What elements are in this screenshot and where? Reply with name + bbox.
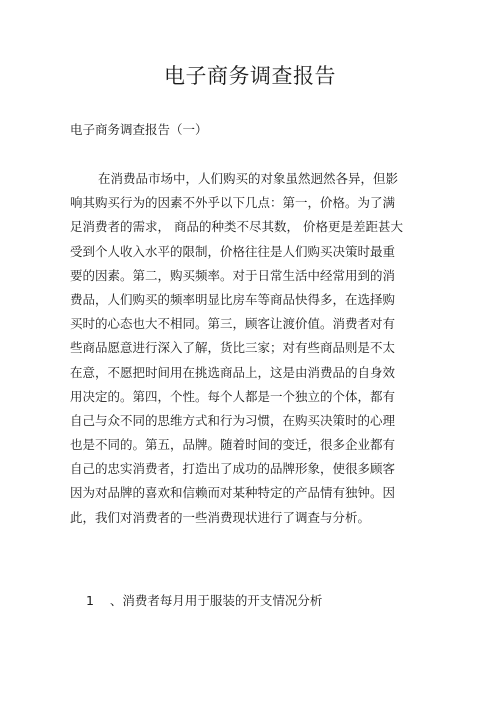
paragraph-line: 费品，人们购买的频率明显比房车等商品快得多，在选择购 — [70, 291, 396, 307]
body-paragraph — [70, 167, 410, 530]
paragraph-line: 在意，不愿把时间用在挑选商品上，这是由消费品的自身效 — [70, 364, 396, 380]
paragraph-line: 自己的忠实消费者，打造出了成功的品牌形象，使很多顾客 — [70, 461, 396, 477]
paragraph-line: 足消费者的需求， 商品的种类不尽其数， 价格更是差距甚大 — [70, 219, 403, 235]
paragraph-line: 要的因素。第二，购买频率。对于日常生活中经常用到的消 — [70, 267, 396, 283]
paragraph-line: 响其购买行为的因素不外乎以下几点：第一，价格。为了满 — [70, 195, 396, 211]
paragraph-line: 买时的心态也大不相同。第三，顾客让渡价值。消费者对有 — [70, 316, 396, 332]
paragraph-line: 也是不同的。第五，品牌。随着时间的变迁，很多企业都有 — [70, 437, 396, 453]
paragraph-line: 些商品愿意进行深入了解，货比三家；对有些商品则是不太 — [70, 340, 396, 356]
paragraph-line: 用决定的。第四，个性。每个人都是一个独立的个体，都有 — [70, 388, 396, 404]
paragraph-line: 此，我们对消费者的一些消费现状进行了调查与分析。 — [70, 509, 371, 525]
paragraph-line: 因为对品牌的喜欢和信赖而对某种特定的产品情有独钟。因 — [70, 485, 396, 501]
document-title: 电子商务调查报告 — [164, 64, 336, 88]
document-subtitle: 电子商务调查报告（一） — [70, 122, 208, 137]
paragraph-line: 受到个人收入水平的限制，价格往往是人们购买决策时最重 — [70, 243, 396, 259]
paragraph-line: 自己与众不同的思维方式和行为习惯，在购买决策时的心理 — [70, 412, 396, 428]
paragraph-line: 在消费品市场中，人们购买的对象虽然迥然各异，但影 — [98, 171, 399, 186]
section-heading: 1 、消费者每月用于服装的开支情况分析 — [86, 593, 323, 608]
